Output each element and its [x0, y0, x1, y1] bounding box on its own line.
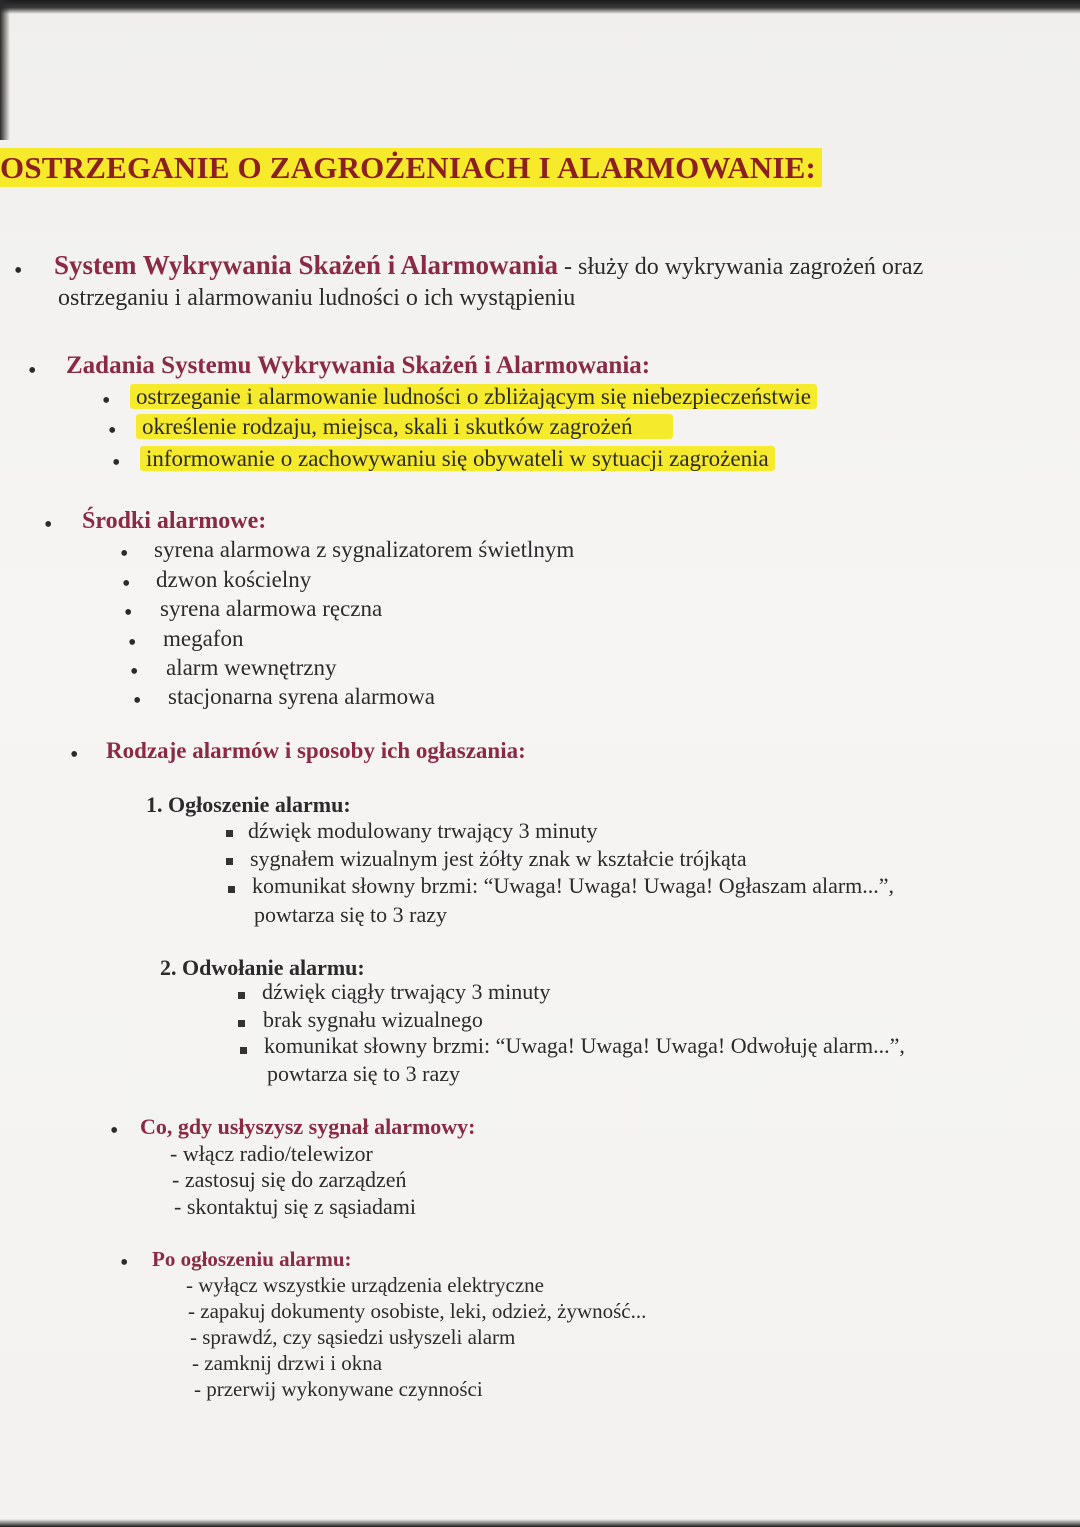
bullet-dot: •: [102, 388, 111, 414]
scan-edge-top: [0, 0, 1080, 14]
bullet-dot: •: [14, 258, 23, 284]
ogloszenie-item: komunikat słowny brzmi: “Uwaga! Uwaga! Uwaga! Ogłaszam alarm...”,: [252, 873, 895, 898]
zadania-item: ostrzeganie i alarmowanie ludności o zbliżającym się niebezpieczeństwie: [130, 384, 817, 410]
bullet-dot: •: [112, 450, 121, 476]
bullet-square: [240, 1047, 247, 1054]
zadania-item: informowanie o zachowywaniu się obywateli w sytuacji zagrożenia: [140, 446, 775, 472]
odwolanie-heading: 2. Odwołanie alarmu:: [160, 955, 365, 980]
bullet-dot: •: [44, 512, 53, 538]
ogloszenie-item: sygnałem wizualnym jest żółty znak w kształcie trójkąta: [250, 846, 747, 871]
srodki-heading: Środki alarmowe:: [82, 508, 267, 534]
scan-edge-left: [0, 0, 10, 140]
page-title: [0, 150, 822, 186]
odwolanie-item: dźwięk ciągły trwający 3 minuty: [262, 979, 551, 1004]
system-paragraph: [54, 250, 923, 281]
bullet-square: [238, 992, 245, 999]
po-heading: Po ogłoszeniu alarmu:: [152, 1247, 352, 1271]
po-item: - przerwij wykonywane czynności: [194, 1377, 483, 1401]
ogloszenie-heading: 1. Ogłoszenie alarmu:: [146, 792, 351, 817]
bullet-dot: •: [128, 630, 137, 656]
bullet-square: [238, 1020, 245, 1027]
title-text: OSTRZEGANIE O ZAGROŻENIACH I ALARMOWANIE:: [0, 148, 822, 187]
po-item: - zapakuj dokumenty osobiste, leki, odzież, żywność...: [188, 1299, 647, 1323]
bullet-dot: •: [130, 659, 139, 685]
bullet-square: [226, 830, 233, 837]
odwolanie-item: komunikat słowny brzmi: “Uwaga! Uwaga! Uwaga! Odwołuję alarm...”,: [264, 1033, 905, 1058]
co-gdy-heading: Co, gdy usłyszysz sygnał alarmowy:: [140, 1114, 476, 1139]
odwolanie-item-cont: powtarza się to 3 razy: [267, 1061, 461, 1086]
bullet-dot: •: [133, 688, 142, 714]
ogloszenie-item: dźwięk modulowany trwający 3 minuty: [248, 818, 598, 843]
bullet-dot: •: [108, 418, 117, 444]
srodki-item: alarm wewnętrzny: [166, 655, 337, 680]
po-item: - sprawdź, czy sąsiedzi usłyszeli alarm: [190, 1325, 516, 1349]
co-gdy-item: - włącz radio/telewizor: [170, 1141, 373, 1166]
srodki-item: stacjonarna syrena alarmowa: [168, 684, 435, 709]
odwolanie-item: brak sygnału wizualnego: [263, 1007, 483, 1032]
bullet-dot: •: [120, 1250, 129, 1276]
bullet-dot: •: [110, 1118, 119, 1144]
bullet-square: [228, 886, 235, 893]
srodki-item: syrena alarmowa ręczna: [160, 596, 383, 621]
zadania-heading: Zadania Systemu Wykrywania Skażeń i Alarmowania:: [66, 352, 651, 379]
co-gdy-item: - skontaktuj się z sąsiadami: [174, 1194, 416, 1219]
srodki-item: megafon: [163, 626, 244, 651]
bullet-dot: •: [122, 571, 131, 597]
system-text-line2: ostrzeganiu i alarmowaniu ludności o ich wystąpieniu: [58, 285, 576, 311]
bullet-dot: •: [124, 600, 133, 626]
srodki-item: dzwon kościelny: [156, 567, 312, 592]
bullet-dot: •: [70, 742, 79, 768]
system-heading: System Wykrywania Skażeń i Alarmowania: [54, 250, 559, 280]
scan-edge-bottom: [0, 1519, 1080, 1527]
po-item: - wyłącz wszystkie urządzenia elektryczne: [186, 1273, 544, 1297]
po-item: - zamknij drzwi i okna: [192, 1351, 383, 1375]
zadania-item: określenie rodzaju, miejsca, skali i skutków zagrożeń: [136, 414, 673, 440]
system-text-line1: - służy do wykrywania zagrożeń oraz: [558, 254, 924, 280]
rodzaje-heading: Rodzaje alarmów i sposoby ich ogłaszania:: [106, 738, 526, 763]
srodki-item: syrena alarmowa z sygnalizatorem świetlnym: [154, 537, 575, 562]
co-gdy-item: - zastosuj się do zarządzeń: [172, 1167, 407, 1192]
bullet-square: [226, 858, 233, 865]
bullet-dot: •: [28, 358, 37, 384]
bullet-dot: •: [120, 541, 129, 567]
ogloszenie-item-cont: powtarza się to 3 razy: [254, 902, 448, 927]
